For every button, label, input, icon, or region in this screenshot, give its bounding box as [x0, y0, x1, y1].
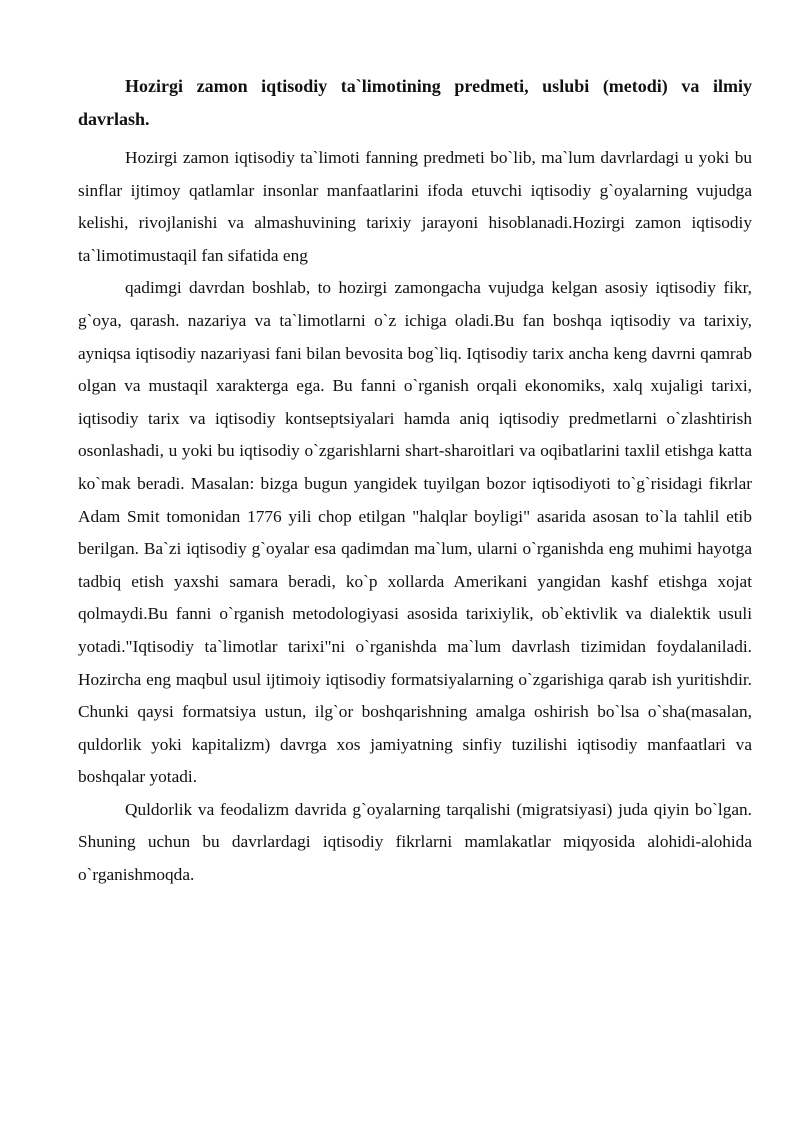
paragraph-2: qadimgi davrdan boshlab, to hozirgi zamongacha vujudga kelgan asosiy iqtisodiy fikr, g`oya, qarash. nazariya va ta`limotlarni o`z ichiga oladi.Bu fan boshqa iqtisodiy va tarixiy, ayniqsa iqtisodiy nazariyasi fani bilan bevosita bog`liq. Iqtisodiy tarix ancha keng davrni qamrab olgan va mustaqil xarakterga ega. Bu fanni o`rganish orqali ekonomiks, xalq xujaligi tarixi, iqtisodiy tarix va iqtisodiy kontseptsiyalari hamda aniq iqtisodiy predmetlarni o`zlashtirish osonlashadi, u yoki bu iqtisodiy o`zgarishlarni shart-sharoitlari va oqibatlarini taxlil etishga katta ko`mak beradi. Masalan: bizga bugun yangidek tuyilgan bozor iqtisodiyoti to`g`risidagi fikrlar Adam Smit tomonidan 1776 yili chop etilgan "halqlar boyligi" asarida asosan to`la tahlil etib berilgan. Ba`zi iqtisodiy g`oyalar esa qadimdan ma`lum, ularni o`rganishda eng muhimi hayotga tadbiq etish yaxshi samara beradi, ko`p xollarda Amerikani yangidan kashf etishga xojat qolmaydi.Bu fanni o`rganish metodologiyasi asosida tarixiylik, ob`ektivlik va dialektik usuli yotadi."Iqtisodiy ta`limotlar tarixi"ni o`rganishda ma`lum davrlash tizimidan foydalaniladi. Hozircha eng maqbul usul ijtimoiy iqtisodiy formatsiyalarning o`zgarishiga qarab ish yuritishdir. Chunki qaysi formatsiya ustun, ilg`or boshqarishning amalga oshirish bo`lsa o`sha(masalan, quldorlik yoki kapitalizm) davrga xos jamiyatning sinfiy tuzilishi iqtisodiy manfaatlari va boshqalar yotadi. [78, 278, 752, 787]
paragraph-1: Hozirgi zamon iqtisodiy ta`limoti fanning predmeti bo`lib, ma`lum davrlardagi u yoki bu sinflar ijtimoy qatlamlar insonlar manfaatlarini ifoda etuvchi iqtisodiy g`oyalarning vujudga kelishi, rivojlanishi va almashuvining tarixiy jarayoni hisoblanadi.Hozirgi zamon iqtisodiy ta`limotimustaqil fan sifatida eng [78, 148, 752, 265]
document-body [78, 70, 752, 892]
paragraph-3: Quldorlik va feodalizm davrida g`oyalarning tarqalishi (migratsiyasi) juda qiyin bo`lgan. Shuning uchun bu davrlardagi iqtisodiy fikrlarni mamlakatlar miqyosida alohidi-alohida o`rganishmoqda. [78, 799, 752, 885]
document-heading: Hozirgi zamon iqtisodiy ta`limotining predmeti, uslubi (metodi) va ilmiy davrlash. [78, 76, 752, 129]
